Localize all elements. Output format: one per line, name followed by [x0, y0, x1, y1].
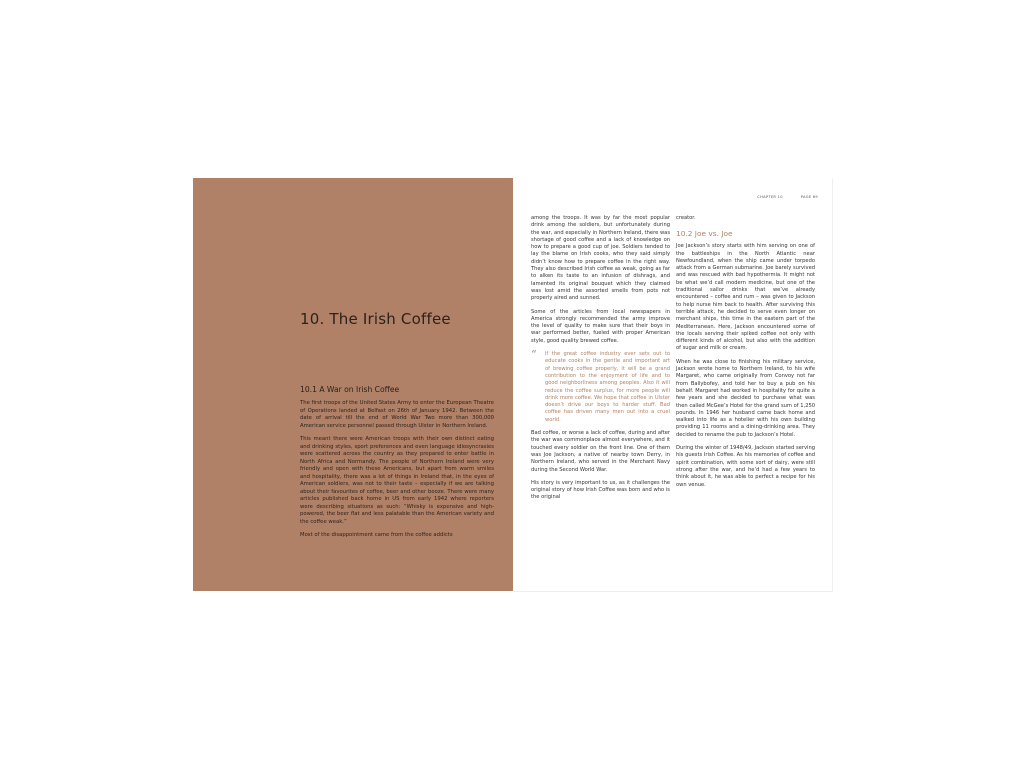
quote-mark-icon: “ [531, 348, 537, 362]
body-paragraph: Some of the articles from local newspapers in America strongly recommended the army improve the level of quality to make sure that their boys in war performed better, fueled with proper American style, good quality brewed coffee. [531, 308, 670, 344]
body-paragraph: Joe Jackson’s story starts with him serving on one of the battleships in the North Atlantic near Newfoundland, when the ship came under torpedo attack from a German submarine. Joe barely survived and was rescued with bad hypothermia. It might not be what we’d call modern medicine, but one of the traditional sailor drinks that we’ve already encountered – coffee and rum – was given to Jackson to help nurse him back to health. After surviving this terrible attack, he decided to serve even longer on merchant ships, this time in the eastern part of the Mediterranean. Here, Jackson encountered some of the locals serving their spiked coffee not only with different kinds of alcohol, but also with the addition of sugar and milk or cream. [676, 243, 815, 352]
body-paragraph: creator. [676, 215, 696, 221]
body-paragraph: This meant there were American troops with their own distinct eating and drinking styles, sport preferences and even language idiosyncrasies were scattered across the country as they prepared to enter battle in North Africa and Normandy. The people of Northern Ireland were very friendly and open with these Americans, but apart from warm smiles and hospitality, there was a lot of things in Ireland that, in the eyes of American soldiers, was not to their taste – especially if we are talking about their favourites of coffee, beer and other booze. There were many articles published back home in US from early 1942 where reporters were describing situations as such: “Whisky is expensive and high-powered, the beer flat and less palatable than the American variety and the coffee weak.” [300, 436, 494, 525]
left-page [193, 178, 513, 591]
left-page-body [300, 385, 494, 546]
chapter-title: 10. The Irish Coffee [300, 310, 451, 328]
body-paragraph: During the winter of 1948/49, Jackson started serving his guests Irish Coffee. As his memories of coffee and spirit combination, with some sort of dairy, were still strong after the war, and he’d had a few years to think about it, he was able to perfect a recipe for his own venue. [676, 445, 815, 488]
section-heading: 10.2 Joe vs. Joe [676, 229, 733, 239]
chapter-label: CHAPTER 10 [757, 195, 783, 199]
right-page [513, 178, 832, 591]
pull-quote-text: If the great coffee industry ever sets out to educate cooks in the gentle and important art of brewing coffee properly, it will be a grand contribution to the enjoyment of life and to good neighborliness among peoples. Also it will reduce the coffee surplus, for more people will drink more coffee. We hope that coffee in Ulster doesn’t drive our boys to harder stuff. Bad coffee has driven many men out into a cruel world. [545, 351, 670, 423]
body-paragraph: His story is very important to us, as it challenges the original story of how Irish Coffee was born and who is the original [531, 479, 670, 501]
pull-quote [531, 348, 670, 424]
book-spread [193, 178, 832, 591]
running-header [757, 195, 818, 199]
section-heading: 10.1 A War on Irish Coffee [300, 385, 400, 394]
body-paragraph: The first troops of the United States Army to enter the European Theatre of Operations landed at Belfast on 26th of January 1942. Between the date of arrival till the end of World War Two more than 300,000 American service personnel passed through Ulster in Northern Ireland. [300, 400, 494, 429]
page-number: PAGE 69 [800, 195, 818, 199]
body-paragraph: Most of the disappointment came from the coffee addicts [300, 532, 453, 538]
text-column-left [531, 215, 670, 508]
body-paragraph: When he was close to finishing his military service, Jackson wrote home to Northern Ireland, to his wife Margaret, who came originally from Convoy not far from Ballybofey, and told her to buy a pub on his behalf. Margaret had worked in hospitality for quite a few years and she decided to purchase what was then called McGee’s Hotel for the grand sum of 1,250 pounds. In 1946 her husband came back home and walked into life as a hotelier with his own building providing 11 rooms and a dining-drinking area. They decided to rename the pub to Jackson’s Hotel. [676, 358, 815, 438]
body-paragraph: among the troops. It was by far the most popular drink among the soldiers, but unfortunately during the war, and especially in Northern Ireland, there was shortage of good coffee and a lack of knowledge on how to prepare a good cup of joe. Soldiers tended to lay the blame on Irish cooks, who they said simply didn’t know how to prepare coffee in the right way. They also described Irish coffee as weak, going as far to alken its taste to an infusion of dishrags, and lamented its original bouquet which they claimed was lost amid the assorted smells from pots not properly aired and sunned. [531, 215, 670, 302]
text-column-right [676, 215, 815, 495]
body-paragraph: Bad coffee, or worse a lack of coffee, during and after the war was commonplace almost everywhere, and it touched every soldier on the front line. One of them was Joe Jackson, a native of nearby town Derry, in Northern Ireland, who served in the Merchant Navy during the Second World War. [531, 430, 670, 473]
